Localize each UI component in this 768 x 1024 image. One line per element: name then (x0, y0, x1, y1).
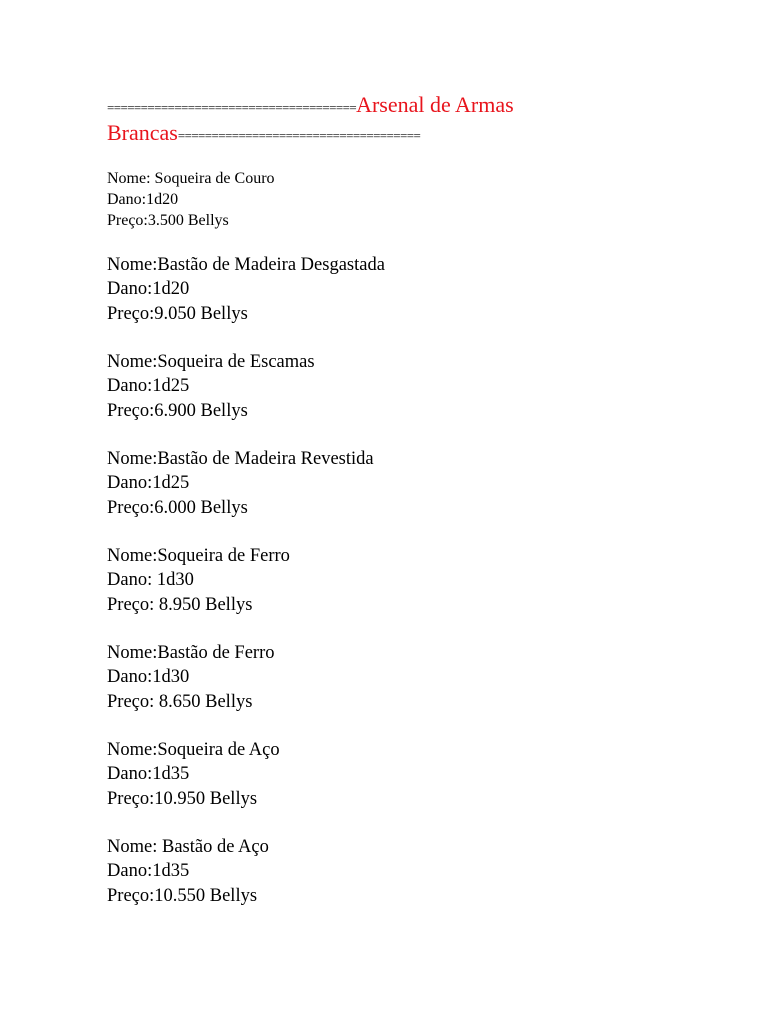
weapon-entry (107, 544, 290, 617)
weapon-damage: Dano:1d35 (107, 861, 190, 882)
weapon-price: Preço:6.000 Bellys (107, 497, 248, 518)
weapon-name: Nome: Bastão de Aço (107, 837, 269, 857)
title-right-separator: ==================================== (177, 128, 421, 143)
weapon-entry (107, 447, 374, 520)
weapon-price: Preço:10.950 Bellys (107, 788, 258, 809)
weapon-price: Preço:10.550 Bellys (107, 885, 258, 906)
weapon-damage: Dano: 1d30 (107, 570, 194, 591)
weapon-entry (107, 168, 275, 231)
weapon-price: Preço:9.050 Bellys (107, 303, 248, 324)
weapon-name: Nome:Soqueira de Escamas (107, 352, 315, 372)
weapon-name: Nome:Bastão de Ferro (107, 643, 275, 663)
weapon-damage: Dano:1d35 (107, 764, 190, 785)
weapon-price: Preço:6.900 Bellys (107, 400, 248, 421)
title-left-separator: ===================================== (107, 100, 357, 115)
weapon-name: Nome:Bastão de Madeira Revestida (107, 449, 374, 469)
title-text-part2: Brancas (107, 120, 178, 145)
weapon-entry (107, 835, 269, 908)
weapon-damage: Dano:1d25 (107, 473, 190, 494)
weapon-entry (107, 738, 280, 811)
weapon-damage: Dano:1d25 (107, 376, 190, 397)
weapon-name: Nome:Soqueira de Ferro (107, 546, 290, 566)
title-text-part1: Arsenal de Armas (356, 92, 514, 117)
weapon-name: Nome: Soqueira de Couro (107, 170, 275, 187)
weapon-name: Nome:Soqueira de Aço (107, 740, 280, 760)
weapon-name: Nome:Bastão de Madeira Desgastada (107, 255, 385, 275)
weapon-price: Preço: 8.650 Bellys (107, 691, 253, 712)
weapon-price: Preço:3.500 Bellys (107, 212, 229, 229)
weapon-entry (107, 350, 315, 423)
weapon-entry (107, 641, 275, 714)
title-line-2 (107, 120, 420, 146)
title-line-1 (107, 92, 514, 118)
weapon-price: Preço: 8.950 Bellys (107, 594, 253, 615)
weapon-damage: Dano:1d20 (107, 279, 190, 300)
weapon-damage: Dano:1d30 (107, 667, 190, 688)
weapon-entry (107, 253, 385, 326)
weapon-damage: Dano:1d20 (107, 191, 179, 208)
